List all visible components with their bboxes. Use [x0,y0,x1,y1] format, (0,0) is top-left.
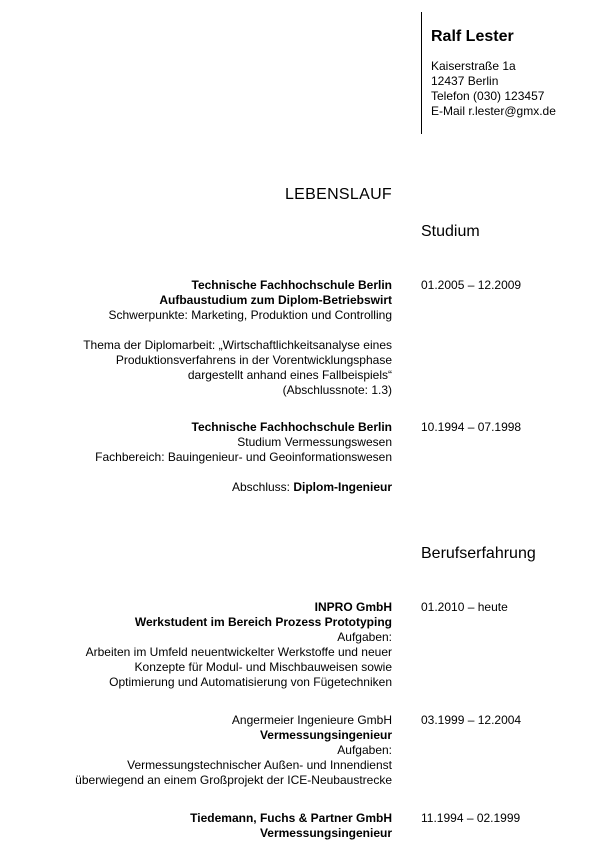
job-position: Vermessungsingenieur [259,826,392,840]
study-program: Aufbaustudium zum Diplom-Betriebswirt [159,293,392,307]
studium-entry-1-date: 01.2005 – 12.2009 [421,278,522,292]
thesis-line: dargestellt anhand eines Fallbeispiels“ [187,368,392,382]
section-heading-berufserfahrung: Berufserfahrung [421,545,536,562]
address-city: 12437 Berlin [431,74,499,88]
tasks-label: Aufgaben: [337,630,392,644]
task-line: Optimierung und Automatisierung von Fügetechniken [109,675,392,689]
beruf-entry-3-date: 11.1994 – 02.1999 [421,811,521,825]
company: INPRO GmbH [314,600,392,614]
study-degree [32,480,392,495]
beruf-entry-2-date: 03.1999 – 12.2004 [421,713,522,727]
task-line: Vermessungstechnischer Außen- und Innendienst [127,758,392,772]
tasks-label: Aufgaben: [337,743,392,757]
studium-entry-2 [32,420,392,495]
task-line: überwiegend an einem Großprojekt der ICE-Neubaustrecke [75,773,392,787]
studium-entry-1 [32,278,392,398]
job-position: Vermessungsingenieur [259,728,392,742]
address-street: Kaiserstraße 1a [431,59,516,73]
study-program: Studium Vermessungswesen [237,435,392,449]
thesis-grade: (Abschlussnote: 1.3) [282,383,392,397]
applicant-name: Ralf Lester [431,28,514,45]
contact-header [431,27,596,119]
company: Tiedemann, Fuchs & Partner GmbH [190,811,392,825]
study-focus: Schwerpunkte: Marketing, Produktion und Controlling [108,308,392,322]
phone-number: Telefon (030) 123457 [431,89,545,103]
beruf-entry-2 [32,713,392,788]
studium-entry-2-date: 10.1994 – 07.1998 [421,420,522,434]
email-address: E-Mail r.lester@gmx.de [431,104,556,118]
degree-value: Diplom-Ingenieur [293,480,392,494]
beruf-entry-3 [32,811,392,841]
degree-prefix: Abschluss: [231,480,294,494]
job-position: Werkstudent im Bereich Prozess Prototyping [134,615,392,629]
institution: Technische Fachhochschule Berlin [191,420,392,434]
institution: Technische Fachhochschule Berlin [191,278,392,292]
header-divider [421,12,422,134]
section-heading-studium: Studium [421,223,480,240]
study-department: Fachbereich: Bauingenieur- und Geoinformationswesen [95,450,392,464]
task-line: Arbeiten im Umfeld neuentwickelter Werkstoffe und neuer [85,645,392,659]
document-title: LEBENSLAUF [284,186,392,203]
beruf-entry-1-date: 01.2010 – heute [421,600,508,614]
thesis-line: Thema der Diplomarbeit: „Wirtschaftlichkeitsanalyse eines [83,338,392,352]
thesis-line: Produktionsverfahrens in der Vorentwicklungsphase [115,353,392,367]
task-line: Konzepte für Modul- und Mischbauweisen sowie [134,660,392,674]
company: Angermeier Ingenieure GmbH [231,713,392,727]
beruf-entry-1 [32,600,392,690]
